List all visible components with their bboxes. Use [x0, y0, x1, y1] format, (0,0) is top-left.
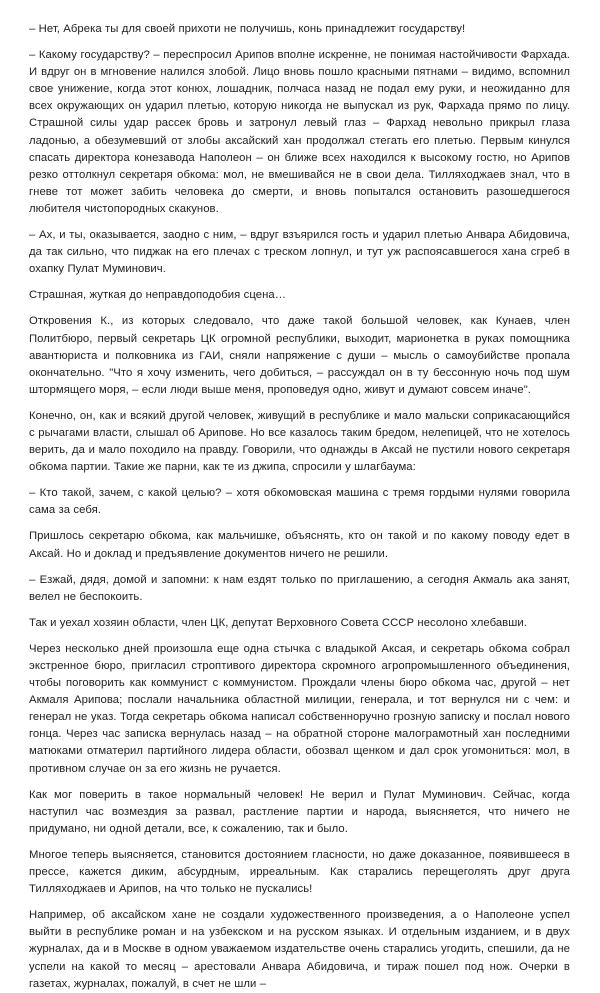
- paragraph: Пришлось секретарю обкома, как мальчишке, объяснять, кто он такой и по какому поводу едет в Аксай. Но и доклад и предъявление документов ничего не решили.: [29, 530, 570, 560]
- paragraph: Через несколько дней произошла еще одна стычка с владыкой Аксая, и секретарь обкома собрал экстренное бюро, пригласил строптивого директора скромного агропромышленного объединения, чтобы поговорить как коммунист с коммунистом. Прождали члены бюро обкома час, другой – нет Акмаля Арипова; послали начальника областной милиции, генерала, и тот вернулся ни с чем: и генерал не указ. Тогда секретарь обкома написал собственноручно грозную записку и послал нового гонца. Через час записка вернулась назад – на обратной стороне малограмотный хан последними матюками отматерил партийного лидера области, обозвал щенком и дал срок угомониться: мол, в противном случае он за его жизнь не ручается.: [29, 642, 570, 775]
- paragraph: – Езжай, дядя, домой и запомни: к нам ездят только по приглашению, а сегодня Акмаль ака занят, велел не беспокоить.: [29, 573, 570, 603]
- paragraph: Так и уехал хозяин области, член ЦК, депутат Верховного Совета СССР несолоно хлебавши.: [29, 616, 527, 629]
- paragraph: – Нет, Абрека ты для своей прихоти не получишь, конь принадлежит государству!: [29, 23, 466, 35]
- paragraph: Страшная, жуткая до неправдоподобия сцена…: [29, 289, 287, 302]
- paragraph: – Кто такой, зачем, с какой целью? – хотя обкомовская машина с тремя гордыми нулями говорила сама за себя.: [29, 487, 570, 517]
- paragraph: Откровения К., из которых следовало, что даже такой большой человек, как Кунаев, член Политбюро, первый секретарь ЦК огромной республики, выходит, марионетка в руках помощника авантюриста и полковника из ГАИ, сняли напряжение с души – мысль о самоубийстве пропала окончательно. "Что я хочу изменить, чего добиться, – рассуждал он в ту бессонную ночь под шум штормящего моря, – если люди выше меня, проповедуя одно, живут и думают совсем иначе".: [29, 315, 570, 396]
- paragraph: – Ах, и ты, оказывается, заодно с ним, – вдруг взъярился гость и ударил плетью Анвара Абидовича, да так сильно, что пиджак на его плечах с треском лопнул, и тут уж распоясавшегося хана сгреб в охапку Пулат Муминович.: [29, 229, 570, 276]
- paragraph: Конечно, он, как и всякий другой человек, живущий в республике и мало мальски соприкасающийся с рычагами власти, слышал об Арипове. Но все казалось таким бредом, нелепицей, что не хотелось верить, да и мало походило на правду. Говорили, что однажды в Аксай не пустили нового секретаря обкома партии. Такие же парни, как те из джипа, спросили у шлагбаума:: [29, 409, 570, 474]
- paragraph: Например, об аксайском хане не создали художественного произведения, а о Наполеоне успел выйти в республике роман и на узбекском и на русском языках. И отдельным изданием, и в двух журналах, да и в Москве в одном уважаемом издательстве очень старались угодить, спешили, да не успели на какой то месяц – арестовали Анвара Абидовича, и тираж пошел под нож. Очерки в газетах, журналах, пожалуй, в счет не шли –: [29, 909, 570, 990]
- paragraph: Как мог поверить в такое нормальный человек! Не верил и Пулат Муминович. Сейчас, когда наступил час возмездия за развал, растление партии и народа, выясняется, что ничего не придумано, ни одной детали, все, к сожалению, так и было.: [29, 788, 570, 835]
- paragraph: – Какому государству? – переспросил Арипов вполне искренне, не понимая настойчивости Фархада. И вдруг он в мгновение налился злобой. Лицо вновь пошло красными пятнами – видимо, вспомнил свое унижение, когда этот конюх, лошадник, полчаса назад не подал ему руки, и неожиданно для всех окружающих он ударил плетью, которую никогда не выпускал из рук, Фархада прямо по лицу. Страшной силы удар рассек бровь и затронул левый глаз – Фархад невольно прикрыл глаза ладонью, а обезумевший от злобы аксайский хан продолжал стегать его плетью. Первым кинулся спасать директора конезавода Наполеон – он ближе всех находился к высокому гостю, но Арипов резко оттолкнул секретаря обкома: мол, не вмешивайся не в свои дела. Тилляходжаев знал, что в гневе тот может забить человека до смерти, и вновь попытался остановить разошедшегося любителя чистопородных скакунов.: [29, 49, 570, 215]
- paragraph: Многое теперь выясняется, становится достоянием гласности, но даже доказанное, появившееся в прессе, кажется диким, абсурдным, ирреальным. Как старались перещеголять друг друга Тилляходжаев и Арипов, на что только не пускались!: [29, 848, 570, 896]
- body-text-column: [29, 21, 570, 993]
